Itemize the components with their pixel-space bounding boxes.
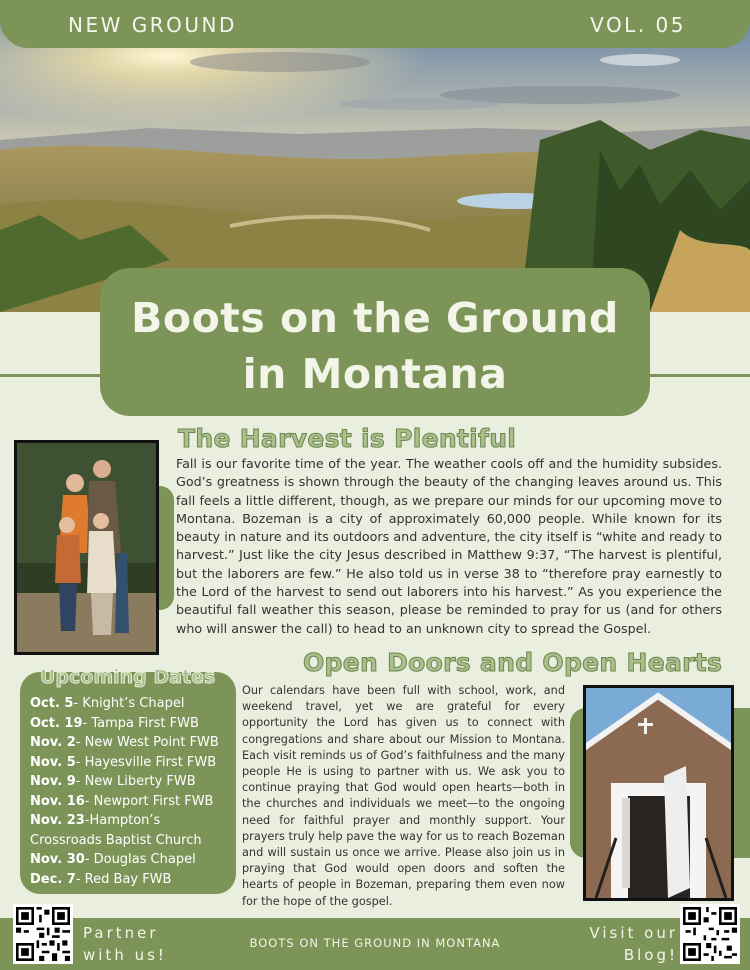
date-item: Nov. 5- Hayesville First FWB	[30, 754, 217, 770]
date-item: Nov. 9- New Liberty FWB	[30, 774, 196, 789]
date-item: Nov. 30- Douglas Chapel	[30, 852, 196, 867]
page-title	[100, 268, 650, 416]
harvest-heading: The Harvest is Plentiful	[178, 424, 517, 453]
upcoming-dates-list	[30, 694, 230, 889]
harvest-body: Fall is our favorite time of the year. The weather cools off and the humidity subsides. God’s greatness is shown through the beauty of the changing leaves around us. This fall feels a little different, though, as we prepare our minds for our upcoming move to Montana. Bozeman is a city of approximately 60,000 people. While known for its beauty in nature and its outdoors and adventure, the city itself is “white and ready to harvest.” Just like the city Jesus described in Matthew 9:37, “The harvest is plentiful, but the laborers are few.” He also told us in verse 38 to “therefore pray earnestly to the Lord of the harvest to send out laborers into his harvest.” As you experience the beautiful fall weather this season, please be reminded to pray for us (and for others who will answer the call) to head to an unknown city to spread the Gospel.	[176, 456, 722, 636]
doors-body: Our calendars have been full with school, work, and weekend travel, yet we are grateful for every opportunity the Lord has given us to connect with congregations and share about our Mission to Montana. Each visit reminds us of God’s faithfulness and the many people He is using to partner with us. We ask you to continue praying that God would open hearts—both in the churches and individuals we meet—to the ongoing need for faithful prayer and monthly support. Your prayers truly help pave the way for us to reach Bozeman and will sustain us once we arrive. Please also join us in praying that God would open doors and soften the hearts of people in Bozeman, preparing them even now for the hope of the gospel.	[242, 684, 565, 908]
date-item: Nov. 16- Newport First FWB	[30, 793, 214, 809]
church-photo	[583, 685, 734, 901]
title-divider-right	[640, 374, 750, 377]
volume-number: VOL. 05	[590, 13, 686, 37]
date-item: Oct. 19- Tampa First FWB	[30, 715, 199, 731]
header-bar	[0, 0, 750, 48]
date-item: Oct. 5- Knight’s Chapel	[30, 696, 185, 711]
footer-title: BOOTS ON THE GROUND IN MONTANA	[249, 936, 501, 950]
partner-link[interactable]: Partner with us!	[83, 924, 167, 964]
date-item: Nov. 23-Hampton’s Crossroads Baptist Church	[30, 813, 202, 848]
newsletter-name: NEW GROUND	[68, 13, 237, 37]
title-line-2: in Montana	[242, 350, 508, 398]
blog-link[interactable]: Visit our Blog!	[589, 924, 678, 964]
date-item: Nov. 2- New West Point FWB	[30, 735, 219, 750]
blog-qr-code[interactable]	[680, 904, 740, 964]
title-line-1: Boots on the Ground	[131, 294, 619, 342]
date-item: Dec. 7- Red Bay FWB	[30, 871, 172, 887]
title-divider-left	[0, 374, 110, 377]
partner-qr-code[interactable]	[13, 904, 73, 964]
doors-heading: Open Doors and Open Hearts	[303, 648, 723, 677]
upcoming-dates-title: Upcoming Dates	[40, 666, 216, 688]
family-photo	[14, 440, 159, 655]
